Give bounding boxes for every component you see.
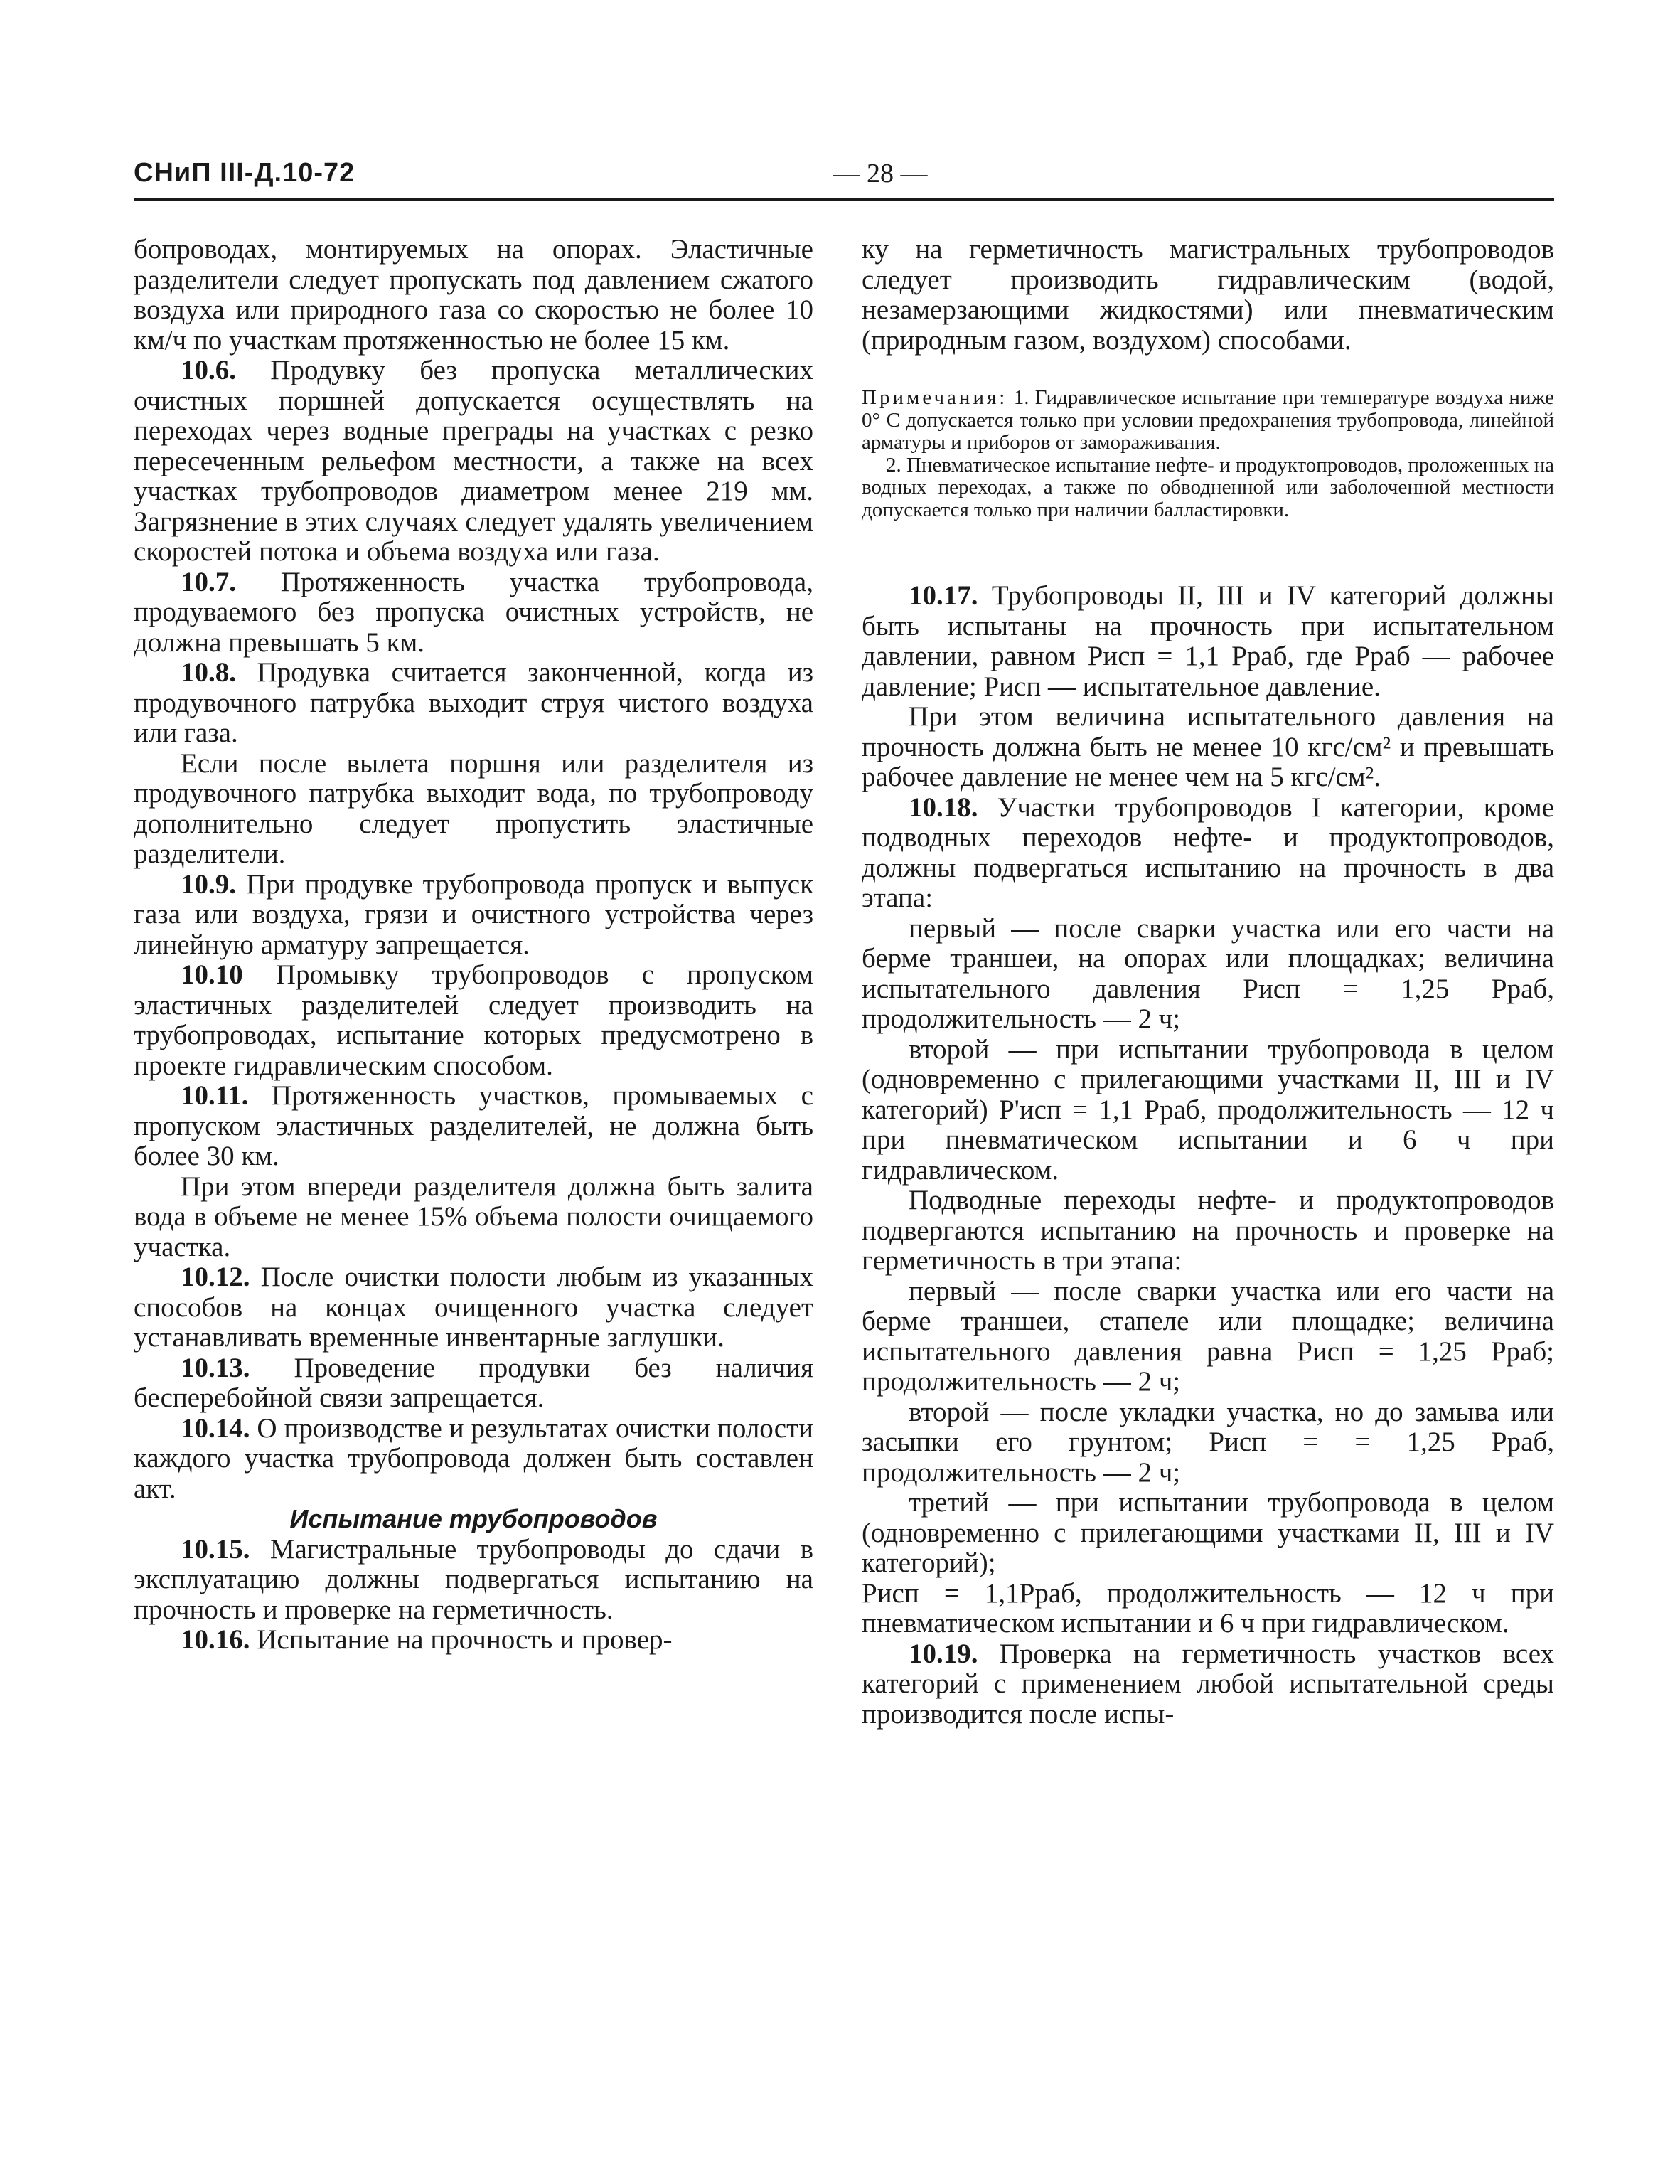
clause-text: Магистральные трубопроводы до сдачи в эксплуатацию должны подвергаться испытанию на прочность и проверке на герметичность.	[134, 1533, 814, 1625]
clause-10-8	[134, 658, 813, 749]
clause-text: Проверка на герметичность участков всех категорий с применением любой испытательной среды производится после испы-	[862, 1638, 1555, 1730]
clause-text: О производстве и результатах очистки полости каждого участка трубопровода должен быть составлен акт.	[134, 1412, 814, 1504]
clause-10-6	[134, 356, 813, 568]
paragraph: первый — после сварки участка или его части на берме траншеи, на опорах или площадках; величина испытательного давления Pисп = 1,25 Pраб, продолжительность — 2 ч;	[862, 912, 1554, 1034]
clause-number: 10.12.	[181, 1262, 250, 1292]
paragraph: первый — после сварки участка или его части на берме траншеи, стапеле или площадке; величина испытательного давления равна Pисп = 1,25 Pраб; продолжительность — 2 ч;	[862, 1275, 1554, 1397]
right-column	[862, 235, 1554, 1730]
clause-number: 10.7.	[181, 566, 236, 597]
clause-text: После очистки полости любым из указанных способов на концах очищенного участка следует устанавливать временные инвентарные заглушки.	[134, 1262, 814, 1353]
clause-number: 10.10	[181, 959, 243, 990]
clause-text: Промывку трубопроводов с пропуском эластичных разделителей следует производить на трубопроводах, испытание которых предусмотрено в проекте гидравлическим способом.	[134, 959, 813, 1081]
note-2: 2. Пневматическое испытание нефте- и продуктопроводов, проложенных на водных переходах, а также по обводненной или заболоченной местности допускается только при наличии балластировки.	[862, 453, 1554, 521]
notes-block	[862, 387, 1554, 521]
paragraph: Подводные переходы нефте- и продуктопроводов подвергаются испытанию на прочность и проверке на герметичность в три этапа:	[862, 1185, 1554, 1276]
clause-number: 10.9.	[181, 868, 236, 900]
clause-text: Участки трубопроводов I категории, кроме подводных переходов нефте- и продуктопроводов, должны подвергаться испытанию на прочность в два этапа:	[862, 792, 1554, 913]
clause-number: 10.19.	[909, 1638, 978, 1669]
clause-10-16	[134, 1625, 813, 1656]
clause-text: Продувку без пропуска металлических очистных поршней допускается осуществлять на переходах через водные преграды на участках с резко пересеченным рельефом местности, а также на всех участках трубопроводов диаметром менее 219 мм. Загрязнение в этих случаях следует удалять увеличением скоростей потока и объема воздуха или газа.	[134, 355, 814, 567]
paragraph: Pисп = 1,1Pраб, продолжительность — 12 ч при пневматическом испытании и 6 ч при гидравлическом.	[862, 1577, 1554, 1639]
paragraph: третий — при испытании трубопровода в целом (одновременно с прилегающими участками II, III и IV категорий);	[862, 1487, 1554, 1578]
note-text: 1. Гидравлическое испытание при температуре воздуха ниже 0° С допускается только при условии предохранения трубопровода, линейной арматуры и приборов от замораживания.	[862, 386, 1555, 454]
clause-10-15	[134, 1535, 813, 1626]
clause-text: Трубопроводы II, III и IV категорий должны быть испытаны на прочность при испытательном давлении, равном Pисп = 1,1 Pраб, где Pраб — рабочее давление; Pисп — испытательное давление.	[862, 580, 1555, 702]
clause-10-14	[134, 1414, 813, 1505]
note-1	[862, 387, 1554, 454]
clause-number: 10.16.	[181, 1624, 250, 1655]
page-number: — 28 —	[833, 159, 928, 188]
paragraph-continuation: ку на герметичность магистральных трубопроводов следует производить гидравлическим (водой, незамерзающими жидкостями) или пневматическим (природным газом, воздухом) способами.	[862, 234, 1554, 356]
clause-text: Протяженность участка трубопровода, продуваемого без пропуска очистных устройств, не должна превышать 5 км.	[134, 566, 813, 658]
paragraph: Если после вылета поршня или разделителя из продувочного патрубка выходит вода, по трубопроводу дополнительно следует пропустить эластичные разделители.	[134, 747, 813, 869]
paragraph: второй — после укладки участка, но до замыва или засыпки его грунтом; Pисп = = 1,25 Pраб, продолжительность — 2 ч;	[862, 1396, 1554, 1488]
clause-text: Проведение продувки без наличия бесперебойной связи запрещается.	[134, 1352, 814, 1413]
clause-text: Испытание на прочность и провер-	[257, 1624, 673, 1655]
clause-number: 10.15.	[181, 1533, 250, 1565]
clause-number: 10.18.	[909, 792, 978, 823]
clause-10-9	[134, 870, 813, 961]
clause-10-18	[862, 793, 1554, 914]
clause-10-11	[134, 1081, 813, 1172]
clause-number: 10.6.	[181, 355, 236, 385]
clause-text: Протяженность участков, промываемых с пропуском эластичных разделителей, не должна быть более 30 км.	[134, 1080, 813, 1171]
notes-label: Примечания:	[862, 386, 1008, 409]
clause-number: 10.14.	[181, 1412, 250, 1444]
document-code: СНиП III-Д.10-72	[134, 158, 355, 188]
clause-text: При продувке трубопровода пропуск и выпуск газа или воздуха, грязи и очистного устройства через линейную арматуру запрещается.	[134, 868, 814, 960]
section-heading: Испытание трубопроводов	[289, 1504, 658, 1533]
clause-text: Продувка считается законченной, когда из продувочного патрубка выходит струя чистого воздуха или газа.	[134, 657, 813, 748]
clause-number: 10.8.	[181, 657, 236, 688]
clause-number: 10.11.	[181, 1080, 249, 1111]
clause-number: 10.17.	[909, 580, 978, 611]
clause-10-12	[134, 1262, 813, 1353]
paragraph: При этом величина испытательного давления на прочность должна быть не менее 10 кгс/см² и превышать рабочее давление не менее чем на 5 кгс/см².	[862, 701, 1554, 792]
paragraph-continuation: бопроводах, монтируемых на опорах. Эластичные разделители следует пропускать под давлением сжатого воздуха или природного газа со скоростью не более 10 км/ч по участкам протяженностью не более 15 км.	[134, 234, 813, 356]
page-header	[134, 158, 1554, 193]
clause-10-10	[134, 960, 813, 1081]
left-column	[134, 235, 813, 1656]
paragraph: второй — при испытании трубопровода в целом (одновременно с прилегающими участками II, III и IV категорий) P'исп = 1,1 Pраб, продолжительность — 12 ч при пневматическом испытании и 6 ч при гидравлическом.	[862, 1033, 1554, 1186]
paragraph: При этом впереди разделителя должна быть залита вода в объеме не менее 15% объема полости очищаемого участка.	[134, 1171, 813, 1262]
clause-10-19	[862, 1639, 1554, 1730]
header-rule	[134, 198, 1554, 201]
clause-10-17	[862, 581, 1554, 702]
clause-10-13	[134, 1353, 813, 1414]
clause-10-7	[134, 568, 813, 659]
clause-number: 10.13.	[181, 1352, 250, 1383]
